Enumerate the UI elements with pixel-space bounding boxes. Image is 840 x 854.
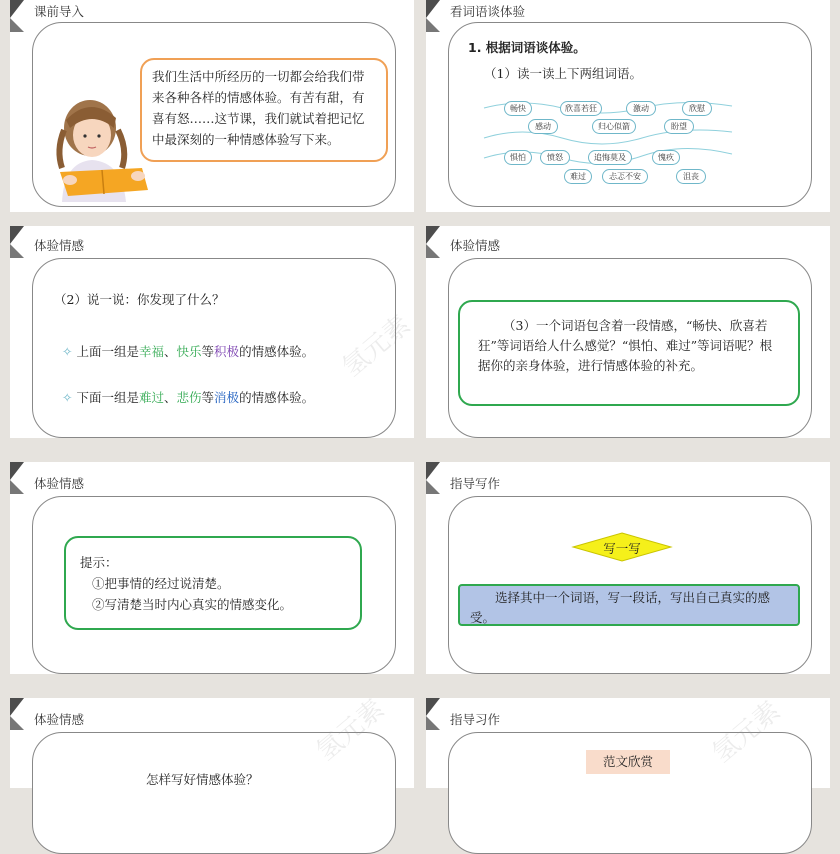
slide-marker-shadow bbox=[426, 18, 440, 32]
slide-intro[interactable] bbox=[10, 0, 414, 212]
slide-marker-shadow bbox=[10, 480, 24, 494]
word-chip: 盼望 bbox=[664, 119, 694, 134]
tips-box bbox=[64, 536, 362, 630]
slide-marker-shadow bbox=[426, 716, 440, 730]
slide-title: 体验情感 bbox=[34, 238, 85, 253]
line-positive: ✧ 上面一组是幸福、快乐等积极的情感体验。 bbox=[62, 344, 315, 359]
slide-supplement[interactable] bbox=[426, 226, 830, 438]
slide-marker-shadow bbox=[10, 716, 24, 730]
slide-title: 体验情感 bbox=[450, 238, 501, 253]
slide-title: 看词语谈体验 bbox=[450, 4, 526, 19]
slide-marker-shadow bbox=[426, 244, 440, 258]
word-chip: 难过 bbox=[564, 169, 592, 184]
tip-item: ①把事情的经过说清楚。 bbox=[92, 576, 230, 591]
word-chip: 畅快 bbox=[504, 101, 532, 116]
slide-marker bbox=[10, 462, 24, 480]
slide-marker bbox=[426, 462, 440, 480]
supplement-text-box: （3）一个词语包含着一段情感，“畅快、欣喜若狂”等词语给人什么感觉？“惧怕、难过”等词语呢？根据你的亲身体验，进行情感体验的补充。 bbox=[458, 300, 800, 406]
slide-title: 体验情感 bbox=[34, 712, 85, 727]
slide-tips[interactable] bbox=[10, 462, 414, 674]
question-heading: 怎样写好情感体验？ bbox=[146, 772, 259, 787]
diamond-label: 写一写 bbox=[603, 541, 641, 556]
model-essay-tag: 范文欣赏 bbox=[586, 750, 670, 774]
word-chip: 欣喜若狂 bbox=[560, 101, 602, 116]
slide-title: 课前导入 bbox=[34, 4, 85, 19]
slide-marker bbox=[10, 698, 24, 716]
word-chip: 归心似箭 bbox=[592, 119, 636, 134]
word-chip: 惧怕 bbox=[504, 150, 532, 165]
word-chip: 忐忑不安 bbox=[602, 169, 648, 184]
tip-item: ②写清楚当时内心真实的情感变化。 bbox=[92, 597, 293, 612]
line-negative: ✧ 下面一组是难过、悲伤等消极的情感体验。 bbox=[62, 390, 315, 405]
slide-marker-shadow bbox=[10, 244, 24, 258]
slide-marker bbox=[426, 226, 440, 244]
tips-label: 提示： bbox=[80, 555, 118, 570]
word-chip: 感动 bbox=[528, 119, 558, 134]
slide-heading: 1. 根据词语谈体验。 bbox=[468, 40, 586, 55]
sparkle-icon: ✧ bbox=[62, 344, 73, 359]
slide-findings[interactable] bbox=[10, 226, 414, 438]
slide-how-to[interactable] bbox=[10, 693, 414, 788]
word-chip: 愤怒 bbox=[540, 150, 570, 165]
question-text: （2）说一说：你发现了什么？ bbox=[54, 292, 225, 307]
slide-model-essay[interactable] bbox=[426, 698, 830, 788]
word-chip: 沮丧 bbox=[676, 169, 706, 184]
slide-marker-shadow bbox=[426, 480, 440, 494]
word-chip: 愧疚 bbox=[652, 150, 680, 165]
slide-title: 指导写作 bbox=[450, 476, 501, 491]
watermark: 氢元素 bbox=[311, 693, 391, 767]
slide-word-experience[interactable] bbox=[426, 0, 830, 212]
word-chip: 激动 bbox=[626, 101, 656, 116]
sparkle-icon: ✧ bbox=[62, 390, 73, 405]
slide-marker bbox=[426, 698, 440, 716]
word-chip: 追悔莫及 bbox=[588, 150, 632, 165]
task-text-box: 选择其中一个词语，写一段话，写出自己真实的感受。 bbox=[458, 584, 800, 626]
intro-text-box: 我们生活中所经历的一切都会给我们带来各种各样的情感体验。有苦有甜，有喜有怒……这节课，我们就试着把记忆中最深刻的一种情感体验写下来。 bbox=[140, 58, 388, 162]
slide-marker-shadow bbox=[10, 18, 24, 32]
slide-marker bbox=[426, 0, 440, 18]
slide-title: 体验情感 bbox=[34, 476, 85, 491]
slide-title: 指导习作 bbox=[450, 712, 501, 727]
slide-marker bbox=[10, 0, 24, 18]
slide-subheading: （1）读一读上下两组词语。 bbox=[484, 66, 642, 81]
content-card bbox=[32, 732, 396, 854]
word-chip: 欣慰 bbox=[682, 101, 712, 116]
slide-writing-guide[interactable] bbox=[426, 462, 830, 674]
slide-marker bbox=[10, 226, 24, 244]
